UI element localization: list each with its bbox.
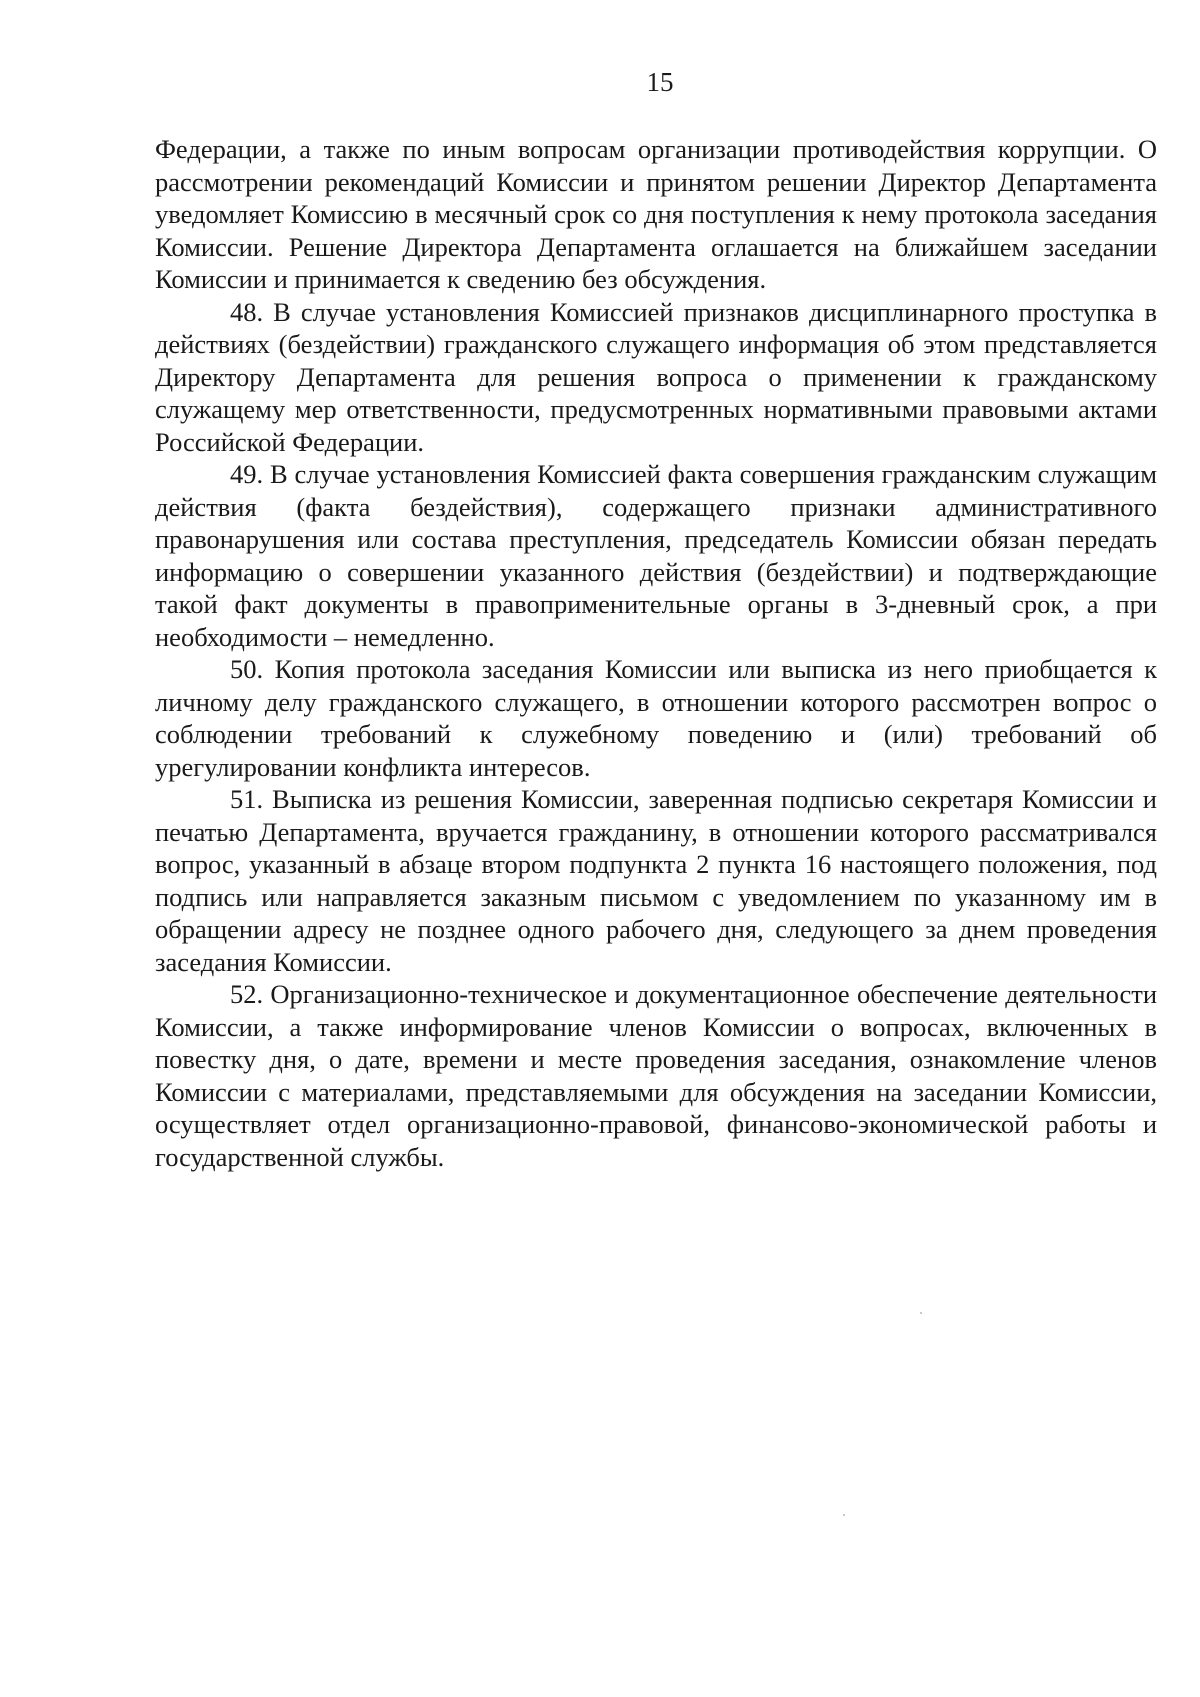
scan-speck (843, 1514, 845, 1516)
paragraph-51: 51. Выписка из решения Комиссии, заверенная подписью секретаря Комиссии и печатью Департамента, вручается гражданину, в отношении которого рассматривался вопрос, указанный в абзаце втором подпункта 2 пункта 16 настоящего положения, под подпись или направляется заказным письмом с уведомлением по указанному им в обращении адресу не позднее одного рабочего дня, следующего за днем проведения заседания Комиссии. (155, 784, 1157, 977)
document-body (155, 133, 1157, 1173)
paragraph-49: 49. В случае установления Комиссией факта совершения гражданским служащим действия (факта бездействия), содержащего признаки административного правонарушения или состава преступления, председатель Комиссии обязан передать информацию о совершении указанного действия (бездействии) и подтверждающие такой факт документы в правоприменительные органы в 3-дневный срок, а при необходимости – немедленно. (155, 459, 1157, 652)
paragraph-continuation: Федерации, а также по иным вопросам организации противодействия коррупции. О рассмотрении рекомендаций Комиссии и принятом решении Директор Департамента уведомляет Комиссию в месячный срок со дня поступления к нему протокола заседания Комиссии. Решение Директора Департамента оглашается на ближайшем заседании Комиссии и принимается к сведению без обсуждения. (155, 134, 1157, 294)
paragraph-48: 48. В случае установления Комиссией признаков дисциплинарного проступка в действиях (бездействии) гражданского служащего информация об этом представляется Директору Департамента для решения вопроса о применении к гражданскому служащему мер ответственности, предусмотренных нормативными правовыми актами Российской Федерации. (155, 296, 1157, 457)
paragraph-50: 50. Копия протокола заседания Комиссии или выписка из него приобщается к личному делу гражданского служащего, в отношении которого рассмотрен вопрос о соблюдении требований к служебному поведению и (или) требований об урегулировании конфликта интересов. (155, 654, 1157, 782)
page-number: 15 (646, 67, 674, 97)
paragraph-52: 52. Организационно-техническое и документационное обеспечение деятельности Комиссии, а также информирование членов Комиссии о вопросах, включенных в повестку дня, о дате, времени и месте проведения заседания, ознакомление членов Комиссии с материалами, представляемыми для обсуждения на заседании Комиссии, осуществляет отдел организационно-правовой, финансово-экономической работы и государственной службы. (155, 979, 1157, 1172)
scan-speck (920, 1312, 922, 1314)
